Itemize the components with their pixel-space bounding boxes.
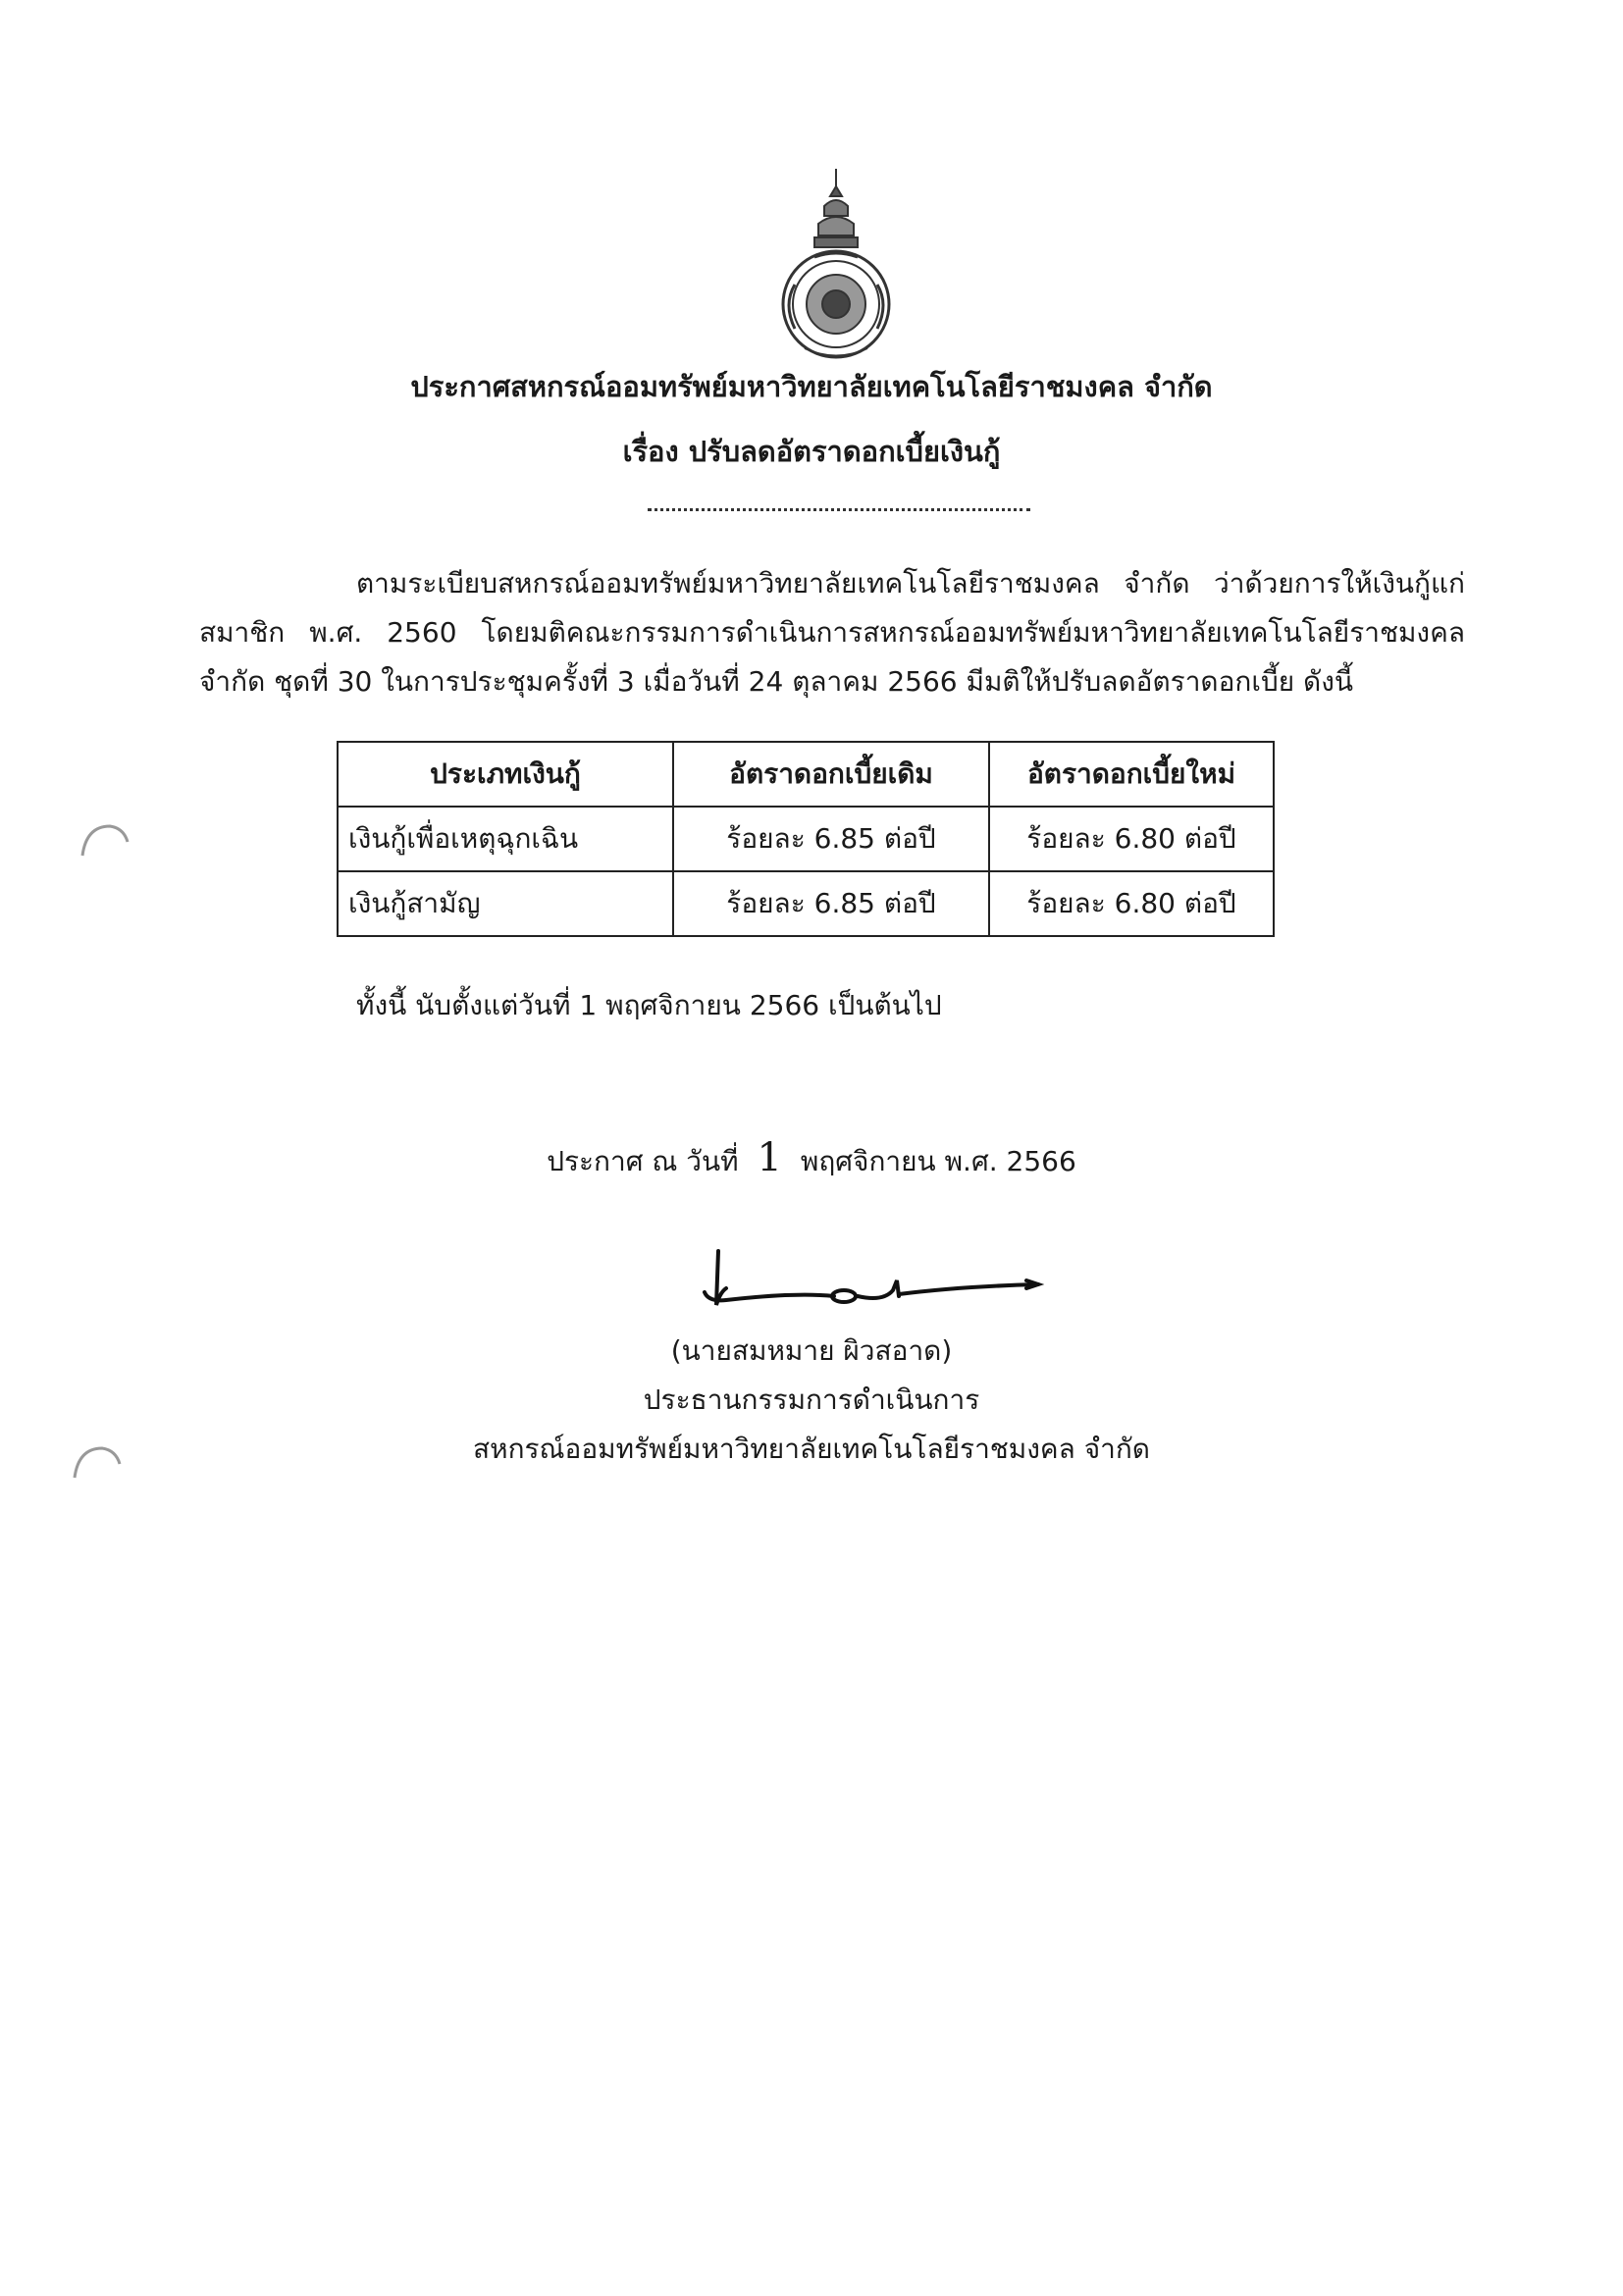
old-rate-cell: ร้อยละ 6.85 ต่อปี xyxy=(673,807,989,871)
announcement-subject: เรื่อง ปรับลดอัตราดอกเบี้ยเงินกู้ xyxy=(622,435,1001,468)
interest-rate-table xyxy=(337,741,1275,937)
loan-type-cell: เงินกู้เพื่อเหตุฉุกเฉิน xyxy=(338,807,673,871)
table-header-row xyxy=(338,742,1274,807)
column-header-new-rate: อัตราดอกเบี้ยใหม่ xyxy=(989,742,1274,807)
announcement-date-prefix: ประกาศ ณ วันที่ xyxy=(547,1145,739,1177)
university-emblem-icon xyxy=(775,167,897,363)
column-header-loan-type: ประเภทเงินกู้ xyxy=(338,742,673,807)
announcement-title: ประกาศสหกรณ์ออมทรัพย์มหาวิทยาลัยเทคโนโลยีราชมงคล จำกัด xyxy=(410,370,1213,403)
new-rate-cell: ร้อยละ 6.80 ต่อปี xyxy=(989,871,1274,936)
column-header-old-rate: อัตราดอกเบี้ยเดิม xyxy=(673,742,989,807)
loan-type-cell: เงินกู้สามัญ xyxy=(338,871,673,936)
new-rate-cell: ร้อยละ 6.80 ต่อปี xyxy=(989,807,1274,871)
punch-hole-mark-icon xyxy=(77,816,135,865)
signature-block xyxy=(0,1327,1623,1474)
table-row xyxy=(338,807,1274,871)
table-row xyxy=(338,871,1274,936)
announcement-day: 1 xyxy=(757,1135,782,1180)
signatory-name: (นายสมหมาย ผิวสอาด) xyxy=(670,1334,953,1367)
announcement-date xyxy=(0,1133,1623,1186)
announcement-date-suffix: พฤศจิกายน พ.ศ. 2566 xyxy=(800,1145,1076,1177)
handwritten-signature xyxy=(697,1231,1050,1320)
signatory-organization: สหกรณ์ออมทรัพย์มหาวิทยาลัยเทคโนโลยีราชมงคล จำกัด xyxy=(473,1433,1150,1465)
effective-date-text: ทั้งนี้ นับตั้งแต่วันที่ 1 พฤศจิกายน 2566 เป็นต้นไป xyxy=(356,989,942,1021)
old-rate-cell: ร้อยละ 6.85 ต่อปี xyxy=(673,871,989,936)
punch-hole-mark-icon xyxy=(69,1438,128,1487)
signatory-position: ประธานกรรมการดำเนินการ xyxy=(643,1383,980,1416)
dotted-divider xyxy=(648,508,1030,511)
body-paragraph: ตามระเบียบสหกรณ์ออมทรัพย์มหาวิทยาลัยเทคโนโลยีราชมงคล จำกัด ว่าด้วยการให้เงินกู้แก่สมาชิก พ.ศ. 2560 โดยมติคณะกรรมการดำเนินการสหกรณ์ออมทรัพย์มหาวิทยาลัยเทคโนโลยีราชมงคล จำกัด ชุดที่ 30 ในการประชุมครั้งที่ 3 เมื่อวันที่ 24 ตุลาคม 2566 มีมติให้ปรับลดอัตราดอกเบี้ย ดังนี้ xyxy=(199,567,1465,698)
